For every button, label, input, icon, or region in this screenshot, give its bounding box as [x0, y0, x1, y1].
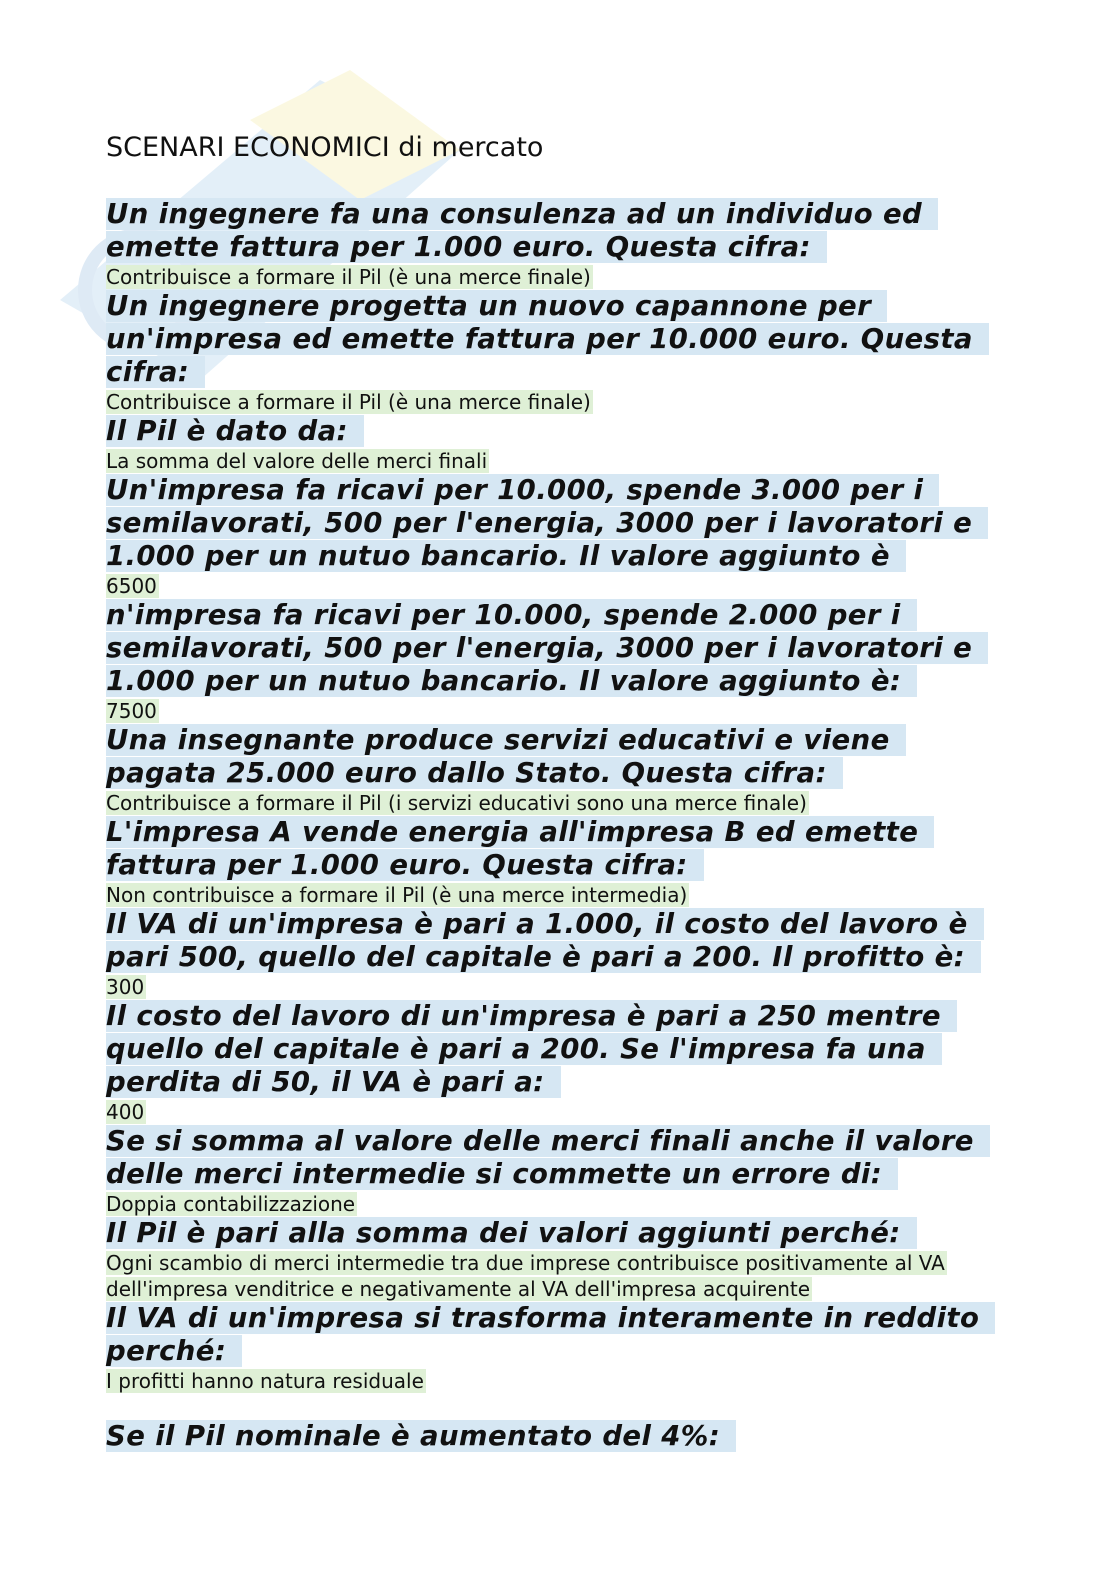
answer: 7500	[106, 699, 157, 723]
qa-item	[106, 415, 1006, 474]
question: Il VA di un'impresa si trasforma interamente in reddito perché:	[106, 1302, 1006, 1368]
qa-item	[106, 724, 1006, 816]
answer: Contribuisce a formare il Pil (è una merce finale)	[106, 390, 591, 414]
answer: I profitti hanno natura residuale	[106, 1369, 424, 1393]
question: Il Pil è dato da:	[106, 415, 1006, 448]
qa-item	[106, 599, 1006, 724]
document-page	[106, 128, 1006, 1453]
question: n'impresa fa ricavi per 10.000, spende 2.000 per i semilavorati, 500 per l'energia, 3000 per i lavoratori e 1.000 per un nutuo bancario. Il valore aggiunto è:	[106, 599, 1006, 698]
answer: Ogni scambio di merci intermedie tra due imprese contribuisce positivamente al VA dell'impresa venditrice e negativamente al VA dell'impresa acquirente	[106, 1251, 945, 1301]
answer: La somma del valore delle merci finali	[106, 449, 488, 473]
qa-item	[106, 816, 1006, 908]
question: Un'impresa fa ricavi per 10.000, spende 3.000 per i semilavorati, 500 per l'energia, 3000 per i lavoratori e 1.000 per un nutuo bancario. Il valore aggiunto è	[106, 474, 1006, 573]
question: Il VA di un'impresa è pari a 1.000, il costo del lavoro è pari 500, quello del capitale è pari a 200. Il profitto è:	[106, 908, 1006, 974]
question: Se si somma al valore delle merci finali anche il valore delle merci intermedie si commette un errore di:	[106, 1125, 1006, 1191]
answer: Non contribuisce a formare il Pil (è una merce intermedia)	[106, 883, 688, 907]
qa-item	[106, 1000, 1006, 1125]
answer: Doppia contabilizzazione	[106, 1192, 356, 1216]
answer: 400	[106, 1100, 145, 1124]
qa-item	[106, 474, 1006, 599]
question: Il Pil è pari alla somma dei valori aggiunti perché:	[106, 1217, 1006, 1250]
document-title: SCENARI ECONOMICI di mercato	[106, 132, 544, 163]
answer: 300	[106, 975, 145, 999]
qa-item	[106, 290, 1006, 415]
question: Un ingegnere progetta un nuovo capannone per un'impresa ed emette fattura per 10.000 euro. Questa cifra:	[106, 290, 1006, 389]
question: Una insegnante produce servizi educativi e viene pagata 25.000 euro dallo Stato. Questa cifra:	[106, 724, 1006, 790]
qa-item	[106, 198, 1006, 290]
question: L'impresa A vende energia all'impresa B ed emette fattura per 1.000 euro. Questa cifra:	[106, 816, 1006, 882]
last-question: Se il Pil nominale è aumentato del 4%:	[106, 1420, 1006, 1453]
qa-item	[106, 908, 1006, 1000]
paragraph-spacer	[106, 1394, 1006, 1420]
qa-item	[106, 1125, 1006, 1217]
question: Il costo del lavoro di un'impresa è pari a 250 mentre quello del capitale è pari a 200. Se l'impresa fa una perdita di 50, il VA è pari a:	[106, 1000, 1006, 1099]
qa-item	[106, 1302, 1006, 1394]
answer: Contribuisce a formare il Pil (i servizi educativi sono una merce finale)	[106, 791, 807, 815]
answer: Contribuisce a formare il Pil (è una merce finale)	[106, 265, 591, 289]
qa-item	[106, 1217, 1006, 1302]
question: Un ingegnere fa una consulenza ad un individuo ed emette fattura per 1.000 euro. Questa cifra:	[106, 198, 1006, 264]
answer: 6500	[106, 574, 157, 598]
